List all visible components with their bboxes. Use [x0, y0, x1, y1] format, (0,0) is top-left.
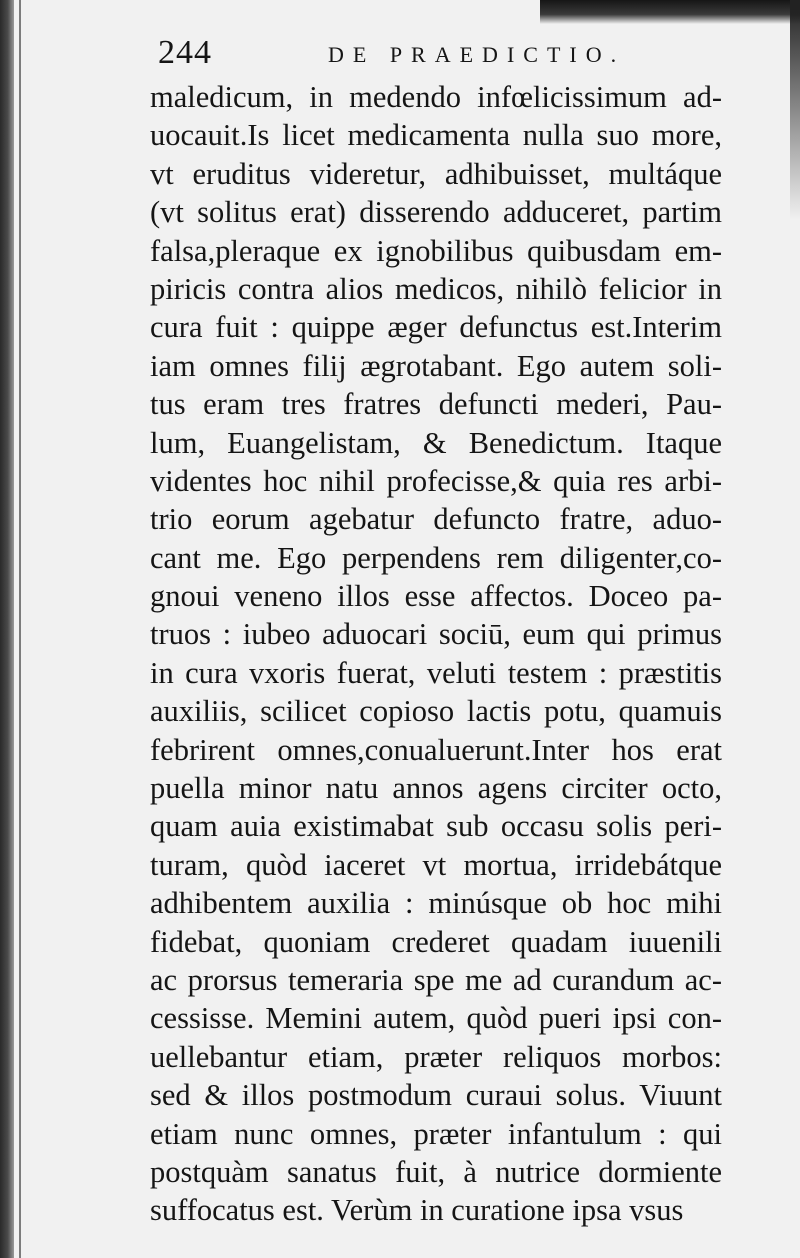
- text-line: suffocatus est. Verùm in curatione ipsa vsus: [150, 1193, 684, 1228]
- text-line: trio eorum agebatur defuncto fratre, aduo-: [150, 502, 722, 537]
- running-head: DE PRAEDICTIO.: [328, 42, 626, 67]
- text-line: in cura vxoris fuerat, veluti testem : præstitis: [150, 655, 722, 690]
- dark-corner-shadow: [540, 0, 800, 24]
- text-line: turam, quòd iaceret vt mortua, irridebátque: [150, 847, 722, 882]
- text-line: uocauit.Is licet medicamenta nulla suo more,: [150, 118, 722, 153]
- text-line: etiam nunc omnes, præter infantulum : qui: [150, 1116, 722, 1151]
- text-line: ac prorsus temeraria spe me ad curandum ac-: [150, 962, 722, 997]
- text-line: cessisse. Memini autem, quòd pueri ipsi con-: [150, 1001, 722, 1036]
- text-line: uellebantur etiam, præter reliquos morbos:: [150, 1039, 722, 1074]
- page-number: 244: [158, 34, 212, 71]
- text-line: tus eram tres fratres defuncti mederi, Pau-: [150, 387, 722, 422]
- text-line: gnoui veneno illos esse affectos. Doceo pa-: [150, 579, 722, 614]
- text-line: videntes hoc nihil profecisse,& quia res arbi-: [150, 463, 722, 498]
- page-gutter-line: [19, 0, 21, 1258]
- text-line: quam auia existimabat sub occasu solis peri-: [150, 809, 722, 844]
- text-line: postquàm sanatus fuit, à nutrice dormiente: [150, 1154, 722, 1189]
- book-binding-edge: [0, 0, 14, 1258]
- text-line: puella minor natu annos agens circiter octo,: [150, 771, 722, 806]
- text-line: auxiliis, scilicet copioso lactis potu, quamuis: [150, 694, 722, 729]
- text-line: vt eruditus videretur, adhibuisset, multáque: [150, 156, 722, 191]
- text-line: cant me. Ego perpendens rem diligenter,co-: [150, 540, 722, 575]
- text-line: febrirent omnes,conualuerunt.Inter hos erat: [150, 732, 722, 767]
- text-line: lum, Euangelistam, & Benedictum. Itaque: [150, 425, 722, 460]
- text-line: fidebat, quoniam crederet quadam iuuenili: [150, 924, 722, 959]
- body-text: [150, 78, 750, 1230]
- text-line: cura fuit : quippe æger defunctus est.Interim: [150, 310, 722, 345]
- right-edge-shadow: [790, 0, 800, 220]
- text-line: truos : iubeo aduocari sociū, eum qui primus: [150, 617, 722, 652]
- page-header: [150, 30, 750, 78]
- text-line: maledicum, in medendo infœlicissimum ad-: [150, 80, 722, 114]
- book-page: [150, 30, 750, 1230]
- text-line: falsa,pleraque ex ignobilibus quibusdam em-: [150, 233, 722, 268]
- text-line: adhibentem auxilia : minúsque ob hoc mihi: [150, 886, 722, 921]
- text-line: iam omnes filij ægrotabant. Ego autem soli-: [150, 348, 722, 383]
- text-line: (vt solitus erat) disserendo adduceret, partim: [150, 195, 722, 230]
- text-line: piricis contra alios medicos, nihilò felicior in: [150, 271, 722, 306]
- text-line: sed & illos postmodum curaui solus. Viuunt: [150, 1078, 722, 1113]
